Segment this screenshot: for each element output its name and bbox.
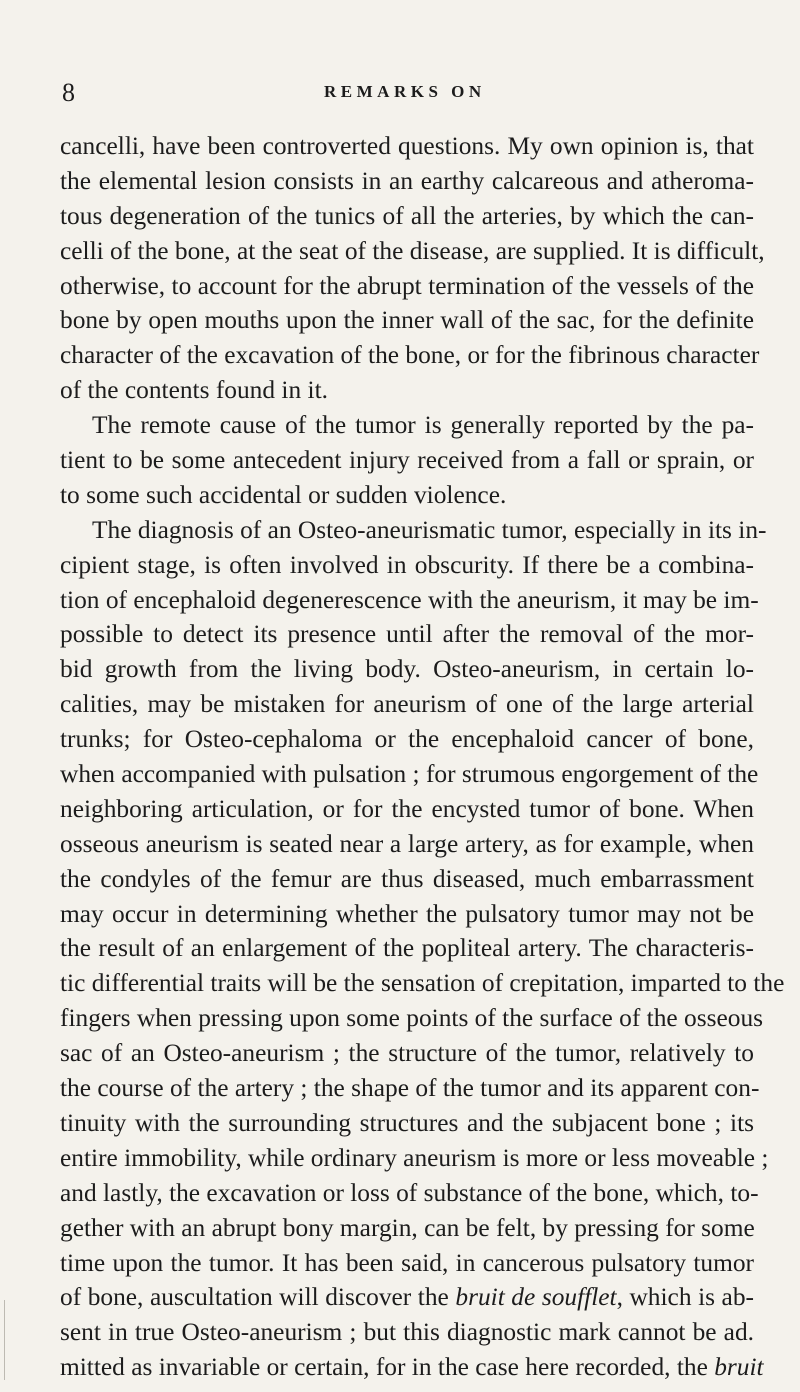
page-number: 8 bbox=[62, 78, 75, 107]
text-line: tic differential traits will be the sensation of crepitation, imparted to the bbox=[60, 969, 785, 998]
text-line: tous degeneration of the tunics of all the arteries, by which the can- bbox=[60, 201, 754, 230]
text-line: The diagnosis of an Osteo-aneurismatic tumor, especially in its in- bbox=[92, 515, 767, 544]
running-head: REMARKS ON bbox=[324, 82, 486, 101]
text-line: time upon the tumor. It has been said, in cancerous pulsatory tumor bbox=[60, 1248, 754, 1277]
text-line: to some such accidental or sudden violence. bbox=[60, 480, 507, 509]
text-line: otherwise, to account for the abrupt termination of the vessels of the bbox=[60, 271, 754, 300]
text-line: the course of the artery ; the shape of the tumor and its apparent con- bbox=[60, 1074, 760, 1103]
text-line: gether with an abrupt bony margin, can be felt, by pressing for some bbox=[60, 1213, 755, 1242]
text-line: the elemental lesion consists in an earthy calcareous and atheroma- bbox=[60, 166, 754, 195]
text-line bbox=[60, 1350, 764, 1385]
italic-term: bruit bbox=[714, 1353, 764, 1382]
text-line: cancelli, have been controverted questions. My own opinion is, that bbox=[60, 132, 754, 160]
text-line: bid growth from the living body. Osteo-aneurism, in certain lo- bbox=[60, 655, 754, 684]
text-line: the condyles of the femur are thus diseased, much embarrassment bbox=[60, 864, 754, 893]
text-line: of the contents found in it. bbox=[60, 376, 328, 405]
text-line: sac of an Osteo-aneurism ; the structure of the tumor, relatively to bbox=[60, 1039, 754, 1068]
italic-term: bruit de soufflet bbox=[455, 1283, 617, 1312]
text-run: , which is ab- bbox=[616, 1283, 754, 1312]
text-line: bone by open mouths upon the inner wall of the sac, for the definite bbox=[60, 306, 754, 335]
text-line: tient to be some antecedent injury received from a fall or sprain, or bbox=[60, 446, 754, 475]
scan-edge-line bbox=[4, 1300, 5, 1380]
text-line: calities, may be mistaken for aneurism of one of the large arterial bbox=[60, 690, 754, 719]
text-line: when accompanied with pulsation ; for strumous engorgement of the bbox=[60, 760, 759, 789]
text-line bbox=[60, 1280, 754, 1315]
text-line: character of the excavation of the bone, or for the fibrinous character bbox=[60, 341, 760, 370]
text-line: osseous aneurism is seated near a large artery, as for example, when bbox=[60, 829, 754, 858]
text-line: the result of an enlargement of the popliteal artery. The characteris- bbox=[60, 934, 754, 963]
text-run: mitted as invariable or certain, for in the case here recorded, the bbox=[60, 1353, 715, 1382]
text-line: entire immobility, while ordinary aneurism is more or less moveable ; bbox=[60, 1143, 769, 1172]
text-line: tinuity with the surrounding structures and the subjacent bone ; its bbox=[60, 1108, 754, 1137]
text-line: possible to detect its presence until after the removal of the mor- bbox=[60, 620, 754, 649]
text-line: and lastly, the excavation or loss of substance of the bone, which, to- bbox=[60, 1178, 759, 1207]
text-line: The remote cause of the tumor is generally reported by the pa- bbox=[92, 411, 754, 440]
text-line: neighboring articulation, or for the encysted tumor of bone. When bbox=[60, 794, 754, 823]
text-line: celli of the bone, at the seat of the disease, are supplied. It is difficult, bbox=[60, 236, 765, 265]
text-line: sent in true Osteo-aneurism ; but this diagnostic mark cannot be ad. bbox=[60, 1318, 754, 1347]
text-line: cipient stage, is often involved in obscurity. If there be a combina- bbox=[60, 550, 754, 579]
text-run: of bone, auscultation will discover the bbox=[60, 1283, 456, 1312]
body-text bbox=[60, 129, 785, 1385]
text-line: may occur in determining whether the pulsatory tumor may not be bbox=[60, 899, 754, 928]
page-header bbox=[0, 78, 800, 108]
text-line: tion of encephaloid degenerescence with the aneurism, it may be im- bbox=[60, 585, 759, 614]
text-line: fingers when pressing upon some points of the surface of the osseous bbox=[60, 1004, 764, 1033]
text-line: trunks; for Osteo-cephaloma or the encephaloid cancer of bone, bbox=[60, 725, 754, 754]
